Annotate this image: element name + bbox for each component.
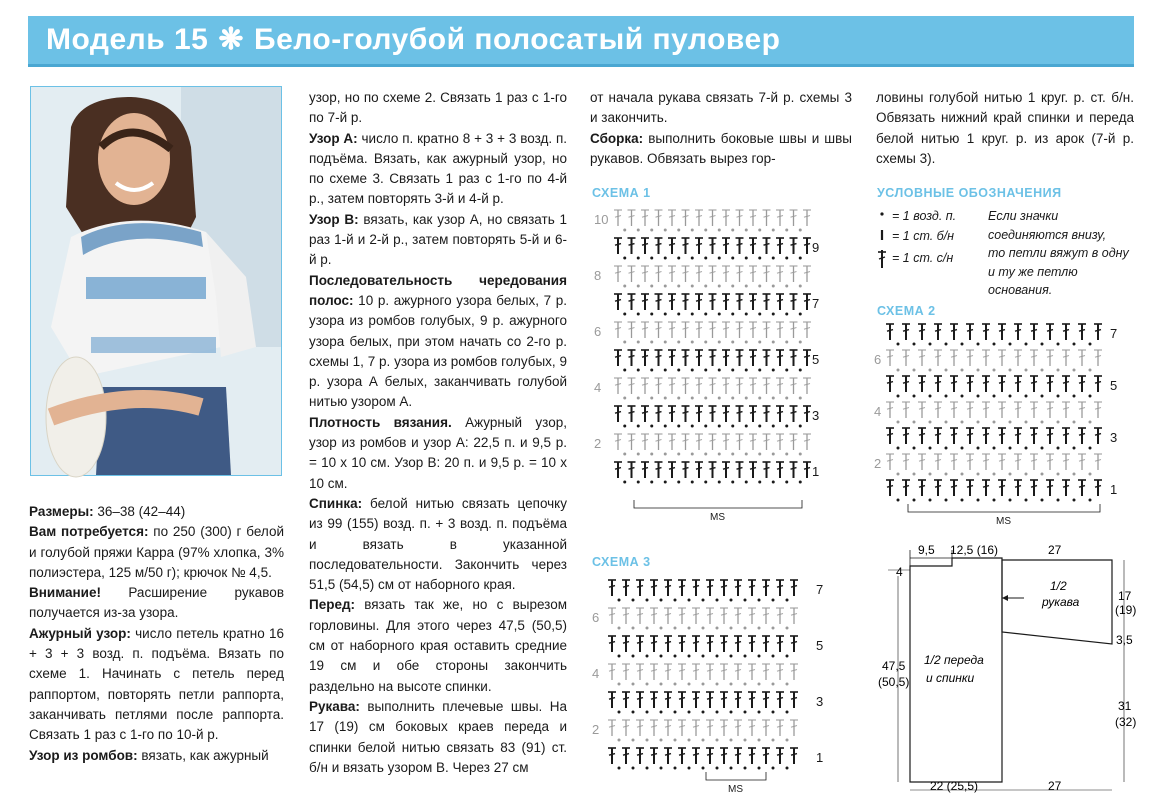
schema-1-title: СХЕМА 1 <box>592 186 651 200</box>
paragraph: Узор А: число п. кратно 8 + 3 + 3 возд. п. подъёма. Вязать, как ажурный узор, но по схеме 3. Связать 1 раз с 1-го по 4-й р., затем повторять 3-й и 4-й р. <box>309 130 568 207</box>
schema-3-diagram <box>588 572 838 796</box>
row-number: 2 <box>874 456 882 471</box>
model-title: Бело-голубой полосатый пуловер <box>254 23 781 56</box>
legend-item-sc: = 1 ст. б/н <box>892 229 955 243</box>
schema-2-title: СХЕМА 2 <box>877 304 936 318</box>
schema-1-diagram <box>590 200 850 525</box>
dim-right-2: (19) <box>1115 603 1137 617</box>
ms-label: MS <box>996 516 1011 527</box>
text-column-3 <box>590 88 852 169</box>
dim-bottom-1: 22 (25,5) <box>930 779 979 793</box>
paragraph: Сборка: выполнить боковые швы и швы рукавов. Обвязать вырез гор- <box>590 130 852 166</box>
paragraph: Ажурный узор: число петель кратно 16 + 3 + 3 возд. п. подъёма. Вязать по схеме 1. Начинать с петель перед раппортом, повторять петли раппорта, заканчивать петлями после раппорта. Связать 1 раз с 1-го по 10-й р. <box>29 625 284 743</box>
row-number: 5 <box>812 352 820 367</box>
row-number: 2 <box>592 722 600 737</box>
dim-left-4: 4 <box>896 565 903 579</box>
chain-stitch-icon <box>880 212 883 215</box>
row-number: 2 <box>594 436 602 451</box>
dim-right-1: 17 <box>1118 589 1132 603</box>
dim-right-5: (32) <box>1115 715 1137 729</box>
model-photo <box>30 86 282 476</box>
row-number: 8 <box>594 268 602 283</box>
model-number: Модель 15 <box>46 23 209 56</box>
paragraph: ловины голубой нитью 1 круг. р. ст. б/н. Обвязать нижний край спинки и переда белой нитью 1 круг. р. из арок (7-й р. схемы 3). <box>876 90 1134 166</box>
legend-title: УСЛОВНЫЕ ОБОЗНАЧЕНИЯ <box>877 186 1062 200</box>
paragraph: Перед: вязать так же, но с вырезом горловины. Для этого через 47,5 (50,5) см от наборного края оставить средние 19 см и обе стороны закончить раздельно на высоте спинки. <box>309 597 567 694</box>
paragraph: Рукава: выполнить плечевые швы. На 17 (19) см боковых краев переда и спинки белой нитью связать 83 (91) ст. б/н и вязать узором В. Через 27 см <box>309 698 567 775</box>
paragraph: Размеры: 36–38 (42–44) <box>29 504 186 519</box>
dim-top-1: 9,5 <box>918 543 935 557</box>
row-number: 1 <box>816 750 824 765</box>
dim-right-3: 3,5 <box>1116 633 1133 647</box>
row-number: 6 <box>592 610 600 625</box>
sleeve-label-1: 1/2 <box>1050 579 1067 593</box>
paragraph: Вам потребуется: по 250 (300) г белой и голубой пряжи Карра (97% хлопка, 3% полиэстера, 125 м/50 г); крючок № 4,5. <box>29 524 284 580</box>
dim-bottom-2: 27 <box>1048 779 1062 793</box>
row-number: 3 <box>1110 430 1118 445</box>
body-label-2: и спинки <box>926 671 975 685</box>
paragraph: Спинка: белой нитью связать цепочку из 99 (155) возд. п. + 3 возд. п. подъёма и вязать в указанной последовательности. Закончить через 51,5 (54,5) см от наборного края. <box>309 495 567 593</box>
row-number: 7 <box>1110 326 1118 341</box>
paragraph: Узор из ромбов: вязать, как ажурный <box>29 747 269 763</box>
paragraph: Плотность вязания. Ажурный узор, узор из ромбов и узор А: 22,5 п. и 9,5 р. = 10 х 10 см. Узор В: 20 п. и 9,5 р. = 10 х 10 см. <box>309 414 567 491</box>
schema-2-diagram <box>872 318 1134 530</box>
paragraph: от начала рукава связать 7-й р. схемы 3 и закончить. <box>590 90 852 126</box>
dim-right-4: 31 <box>1118 699 1132 713</box>
legend-item-dc: = 1 ст. с/н <box>892 251 954 265</box>
legend-note: Если значки соединяются внизу, то петли вяжут в одну и ту же петлю основания. <box>988 209 1129 297</box>
ms-label: MS <box>710 512 725 523</box>
garment-pattern <box>878 536 1148 798</box>
body-outline <box>910 558 1002 782</box>
page-title <box>46 22 780 57</box>
title-banner <box>28 16 1134 67</box>
row-number: 1 <box>1110 482 1118 497</box>
paragraph: узор, но по схеме 2. Связать 1 раз с 1-го по 7-й р. <box>309 90 567 126</box>
schema-3-title: СХЕМА 3 <box>592 555 651 569</box>
dim-top-3: 27 <box>1048 543 1062 557</box>
row-number: 6 <box>874 352 882 367</box>
row-number: 4 <box>592 666 600 681</box>
row-number: 1 <box>812 464 820 479</box>
text-column-1 <box>29 502 284 766</box>
row-number: 4 <box>594 380 602 395</box>
row-number: 4 <box>874 404 882 419</box>
ms-label: MS <box>728 784 743 795</box>
paragraph: Внимание! Расширение рукавов получается из-за узора. <box>29 585 284 621</box>
row-number: 6 <box>594 324 602 339</box>
sleeve-label-2: рукава <box>1042 595 1080 609</box>
body-label-1: 1/2 переда <box>924 653 984 667</box>
legend-item-chain: = 1 возд. п. <box>892 209 957 223</box>
row-number: 3 <box>812 408 820 423</box>
row-number: 7 <box>816 582 824 597</box>
row-number: 5 <box>1110 378 1118 393</box>
row-number: 10 <box>594 212 609 227</box>
woman-sweater-illustration <box>31 87 281 475</box>
row-number: 5 <box>816 638 824 653</box>
row-number: 3 <box>816 694 824 709</box>
star-icon: ❋ <box>218 23 244 56</box>
dim-top-2: 12,5 (16) <box>950 543 999 557</box>
paragraph: Последовательность чередования полос: 10 р. ажурного узора белых, 7 р. узора из ромбов голубых, 9 р. ажурного узора белых, при этом начать со 2-го р. схемы 1, 7 р. узора из ромбов голубых, 9 р. узора А белых, заканчивать голубой нитью узором А. <box>309 272 567 410</box>
dim-left-h2: (50,5) <box>878 675 910 689</box>
text-column-4 <box>876 88 1134 169</box>
paragraph: Узор В: вязать, как узор А, но связать 1 раз 1-й и 2-й р., затем повторять 5-й и 6-й р. <box>309 211 567 268</box>
dim-left-h1: 47,5 <box>882 659 906 673</box>
text-column-2 <box>309 88 567 778</box>
row-number: 9 <box>812 240 820 255</box>
row-number: 7 <box>812 296 820 311</box>
